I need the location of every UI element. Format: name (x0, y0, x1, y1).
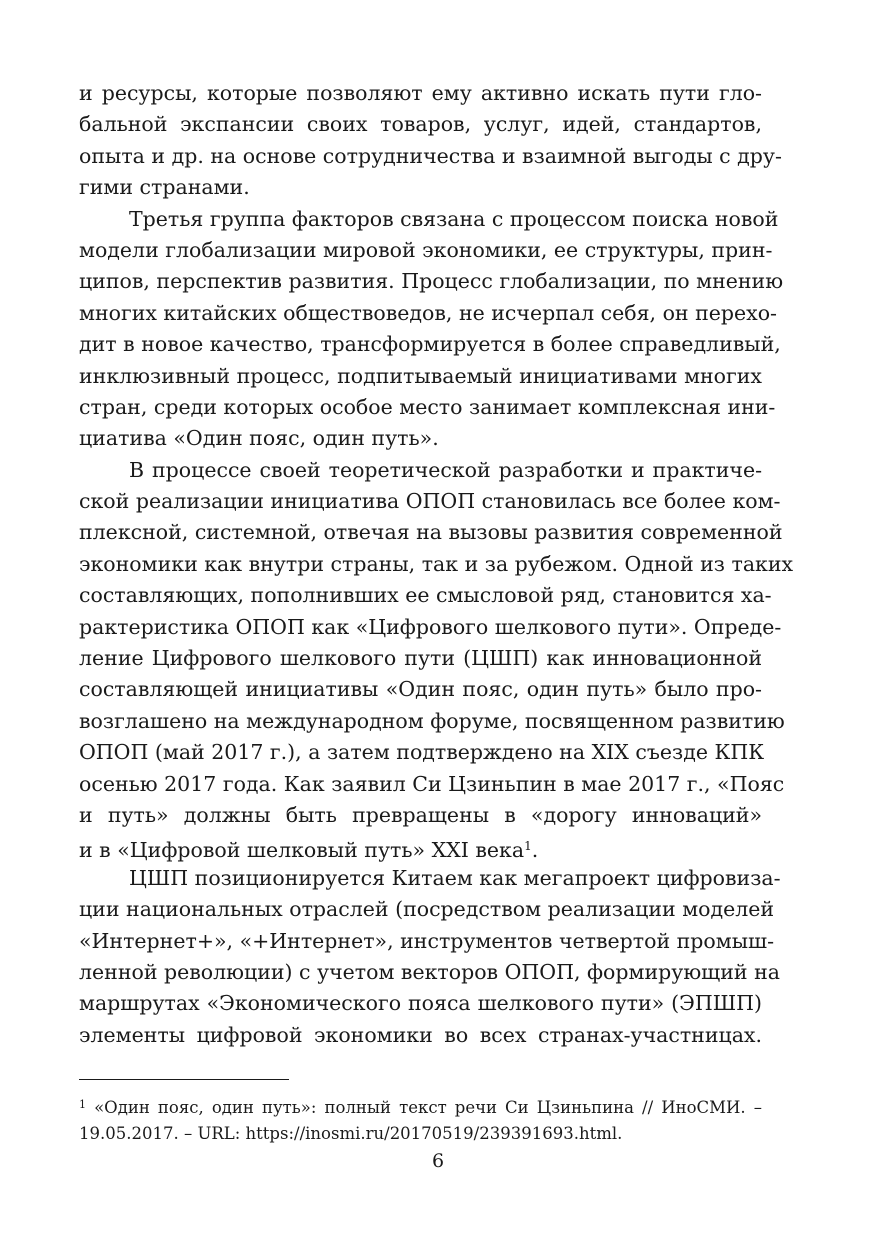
body-line: гими странами. (79, 175, 250, 200)
footnote-text: «Один пояс, один путь»: полный текст речи Си Цзиньпина // ИноСМИ. – (94, 1098, 762, 1117)
body-line: ление Цифрового шелкового пути (ЦШП) как инновационной (79, 646, 762, 671)
body-line: модели глобализации мировой экономики, ее структуры, прин- (79, 237, 773, 262)
body-line: дит в новое качество, трансформируется в более справедливый, (79, 332, 781, 357)
body-line: плексной, системной, отвечая на вызовы развития современной (79, 520, 783, 545)
body-line: ОПОП (май 2017 г.), а затем подтверждено на XIX съезде КПК (79, 740, 765, 765)
body-line: циатива «Один пояс, один путь». (79, 426, 439, 451)
body-line: бальной экспансии своих товаров, услуг, идей, стандартов, (79, 112, 762, 137)
body-line: В процессе своей теоретической разработки и практиче- (129, 457, 762, 482)
body-line: рактеристика ОПОП как «Цифрового шелкового пути». Опреде- (79, 614, 782, 639)
body-line: ции национальных отраслей (посредством реализации моделей (79, 897, 775, 922)
body-line: ЦШП позиционируется Китаем как мегапроект цифровиза- (129, 865, 781, 890)
body-line: экономики как внутри страны, так и за рубежом. Одной из таких (79, 551, 794, 576)
body-line: стран, среди которых особое место занимает комплексная ини- (79, 394, 776, 419)
body-line: ципов, перспектив развития. Процесс глобализации, по мнению (79, 269, 784, 294)
body-line: многих китайских обществоведов, не исчерпал себя, он перехо- (79, 300, 777, 325)
footnote-divider (79, 1079, 289, 1080)
body-line: маршрутах «Экономического пояса шелкового пути» (ЭПШП) (79, 991, 762, 1016)
body-line: инклюзивный процесс, подпитываемый инициативами многих (79, 363, 762, 388)
body-line: Третья группа факторов связана с процессом поиска новой (129, 206, 779, 231)
page-number: 6 (431, 1150, 445, 1172)
body-line-text: и в «Цифровой шелковый путь» XXI века (79, 838, 525, 863)
body-line: возглашено на международном форуме, посвященном развитию (79, 708, 785, 733)
page-body (79, 78, 794, 1051)
footnote-reference[interactable]: 1 (524, 839, 532, 854)
body-line: «Интернет+», «+Интернет», инструментов четвертой промыш- (79, 928, 775, 953)
body-line: составляющей инициативы «Один пояс, один путь» было про- (79, 677, 762, 702)
footnote-mark: 1 (79, 1098, 86, 1111)
body-line: опыта и др. на основе сотрудничества и взаимной выгоды с дру- (79, 143, 782, 168)
body-line: и ресурсы, которые позволяют ему активно искать пути гло- (79, 81, 762, 105)
body-line: составляющих, пополнивших ее смысловой ряд, становится ха- (79, 583, 772, 608)
footnote-line (79, 1090, 762, 1119)
body-line-with-footnote-ref (79, 831, 762, 862)
sentence-end: . (531, 838, 539, 863)
footnote (79, 1090, 762, 1148)
footnote-url-line[interactable]: 19.05.2017. – URL: https://inosmi.ru/20170519/239391693.html. (79, 1124, 623, 1143)
body-line: ленной революции) с учетом векторов ОПОП, формирующий на (79, 959, 780, 984)
body-line: ской реализации инициатива ОПОП становилась все более ком- (79, 489, 781, 514)
body-line: элементы цифровой экономики во всех странах-участницах. (79, 1022, 762, 1047)
body-line: и путь» должны быть превращены в «дорогу инноваций» (79, 802, 762, 827)
body-line: осенью 2017 года. Как заявил Си Цзиньпин в мае 2017 г., «Пояс (79, 771, 785, 796)
